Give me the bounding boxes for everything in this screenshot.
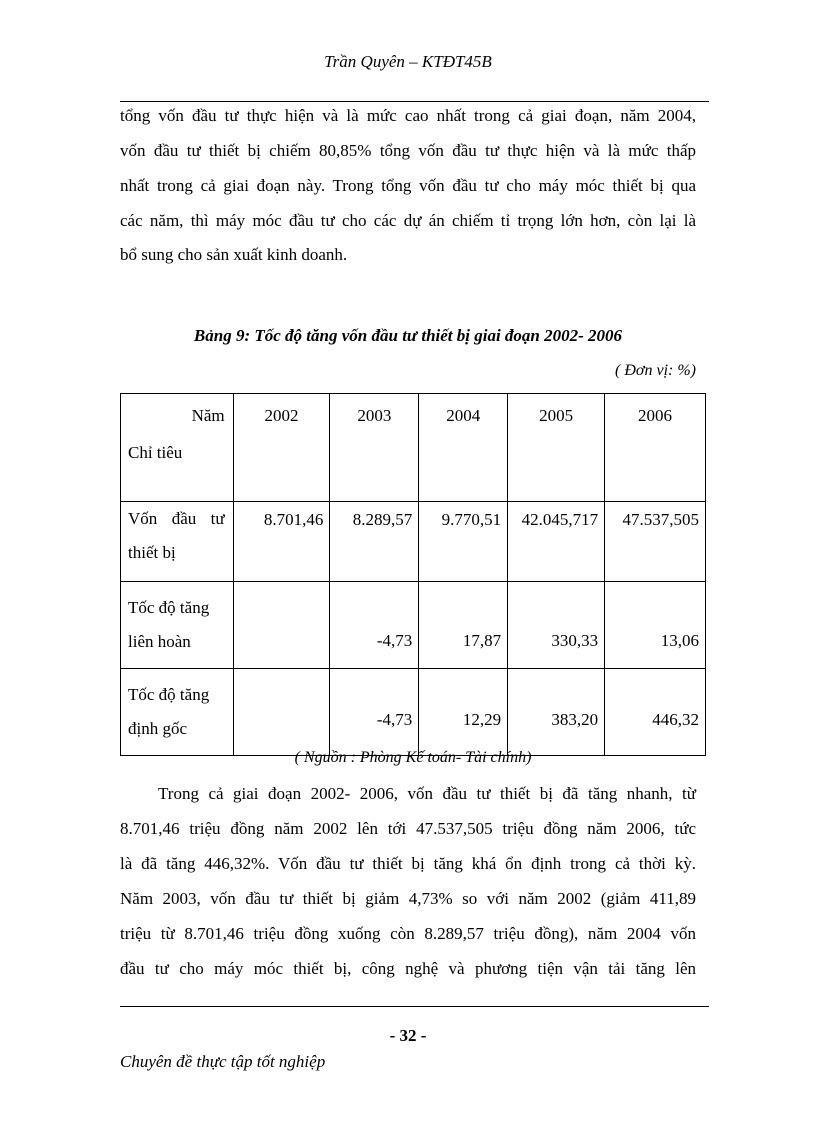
table-cell: 47.537,505 bbox=[605, 502, 706, 582]
header-rule bbox=[120, 101, 709, 102]
year-header: 2005 bbox=[508, 394, 605, 502]
table-cell bbox=[233, 669, 330, 756]
row-label: Tốc độ tăng liên hoàn bbox=[121, 582, 234, 669]
row-label: Tốc độ tăng định gốc bbox=[121, 669, 234, 756]
table-cell: 13,06 bbox=[605, 582, 706, 669]
table-source: ( Nguồn : Phòng Kế toán- Tài chính) bbox=[294, 749, 532, 766]
text-line: 8.701,46 triệu đồng năm 2002 lên tới 47.537,505 triệu đồng năm 2006, tức bbox=[120, 819, 696, 838]
table-cell: -4,73 bbox=[330, 669, 419, 756]
table-row bbox=[121, 669, 706, 756]
text-line: đầu tư cho máy móc thiết bị, công nghệ và phương tiện vận tải tăng lên bbox=[120, 959, 696, 978]
year-header: 2004 bbox=[419, 394, 508, 502]
text-line: Năm 2003, vốn đầu tư thiết bị giảm 4,73% so với năm 2002 (giảm 411,89 bbox=[120, 889, 696, 908]
text-line: tổng vốn đầu tư thực hiện và là mức cao nhất trong cả giai đoạn, năm 2004, bbox=[120, 106, 696, 125]
year-header: 2003 bbox=[330, 394, 419, 502]
year-header: 2002 bbox=[233, 394, 330, 502]
table-cell: 8.701,46 bbox=[233, 502, 330, 582]
header-title: Trần Quyên – KTĐT45B bbox=[324, 52, 492, 71]
corner-label-indicator: Chỉ tiêu bbox=[128, 443, 183, 462]
row-label: Vốn đầu tư thiết bị bbox=[121, 502, 234, 582]
text-line: bổ sung cho sản xuất kinh doanh. bbox=[120, 245, 348, 264]
table-cell: 12,29 bbox=[419, 669, 508, 756]
page-number: - 32 - bbox=[389, 1026, 427, 1045]
footer-rule bbox=[120, 1006, 709, 1007]
table-cell: -4,73 bbox=[330, 582, 419, 669]
data-table bbox=[120, 393, 706, 756]
table-cell: 383,20 bbox=[508, 669, 605, 756]
table-cell: 330,33 bbox=[508, 582, 605, 669]
table-row bbox=[121, 582, 706, 669]
text-line: triệu từ 8.701,46 triệu đồng xuống còn 8.289,57 triệu đồng), năm 2004 vốn bbox=[120, 924, 696, 943]
table-cell: 9.770,51 bbox=[419, 502, 508, 582]
table-title: Bảng 9: Tốc độ tăng vốn đầu tư thiết bị giai đoạn 2002- 2006 bbox=[193, 326, 623, 345]
table-row bbox=[121, 502, 706, 582]
table-unit: ( Đơn vị: %) bbox=[615, 362, 696, 379]
text-line: là đã tăng 446,32%. Vốn đầu tư thiết bị tăng khá ổn định trong cả thời kỳ. bbox=[120, 854, 696, 873]
text-line: nhất trong cả giai đoạn này. Trong tổng vốn đầu tư cho máy móc thiết bị qua bbox=[120, 176, 696, 195]
table-header-row bbox=[121, 394, 706, 502]
table-corner-cell bbox=[121, 394, 234, 502]
footer-title: Chuyên đề thực tập tốt nghiệp bbox=[120, 1052, 326, 1071]
table-cell: 8.289,57 bbox=[330, 502, 419, 582]
corner-label-year: Năm bbox=[191, 406, 225, 425]
year-header: 2006 bbox=[605, 394, 706, 502]
table-cell: 17,87 bbox=[419, 582, 508, 669]
text-line: Trong cả giai đoạn 2002- 2006, vốn đầu tư thiết bị đã tăng nhanh, từ bbox=[158, 784, 696, 803]
text-line: các năm, thì máy móc đầu tư cho các dự án chiếm tỉ trọng lớn hơn, còn lại là bbox=[120, 211, 696, 230]
text-line: vốn đầu tư thiết bị chiếm 80,85% tổng vốn đầu tư thực hiện và là mức thấp bbox=[120, 141, 696, 160]
table-cell bbox=[233, 582, 330, 669]
table-cell: 446,32 bbox=[605, 669, 706, 756]
table-cell: 42.045,717 bbox=[508, 502, 605, 582]
